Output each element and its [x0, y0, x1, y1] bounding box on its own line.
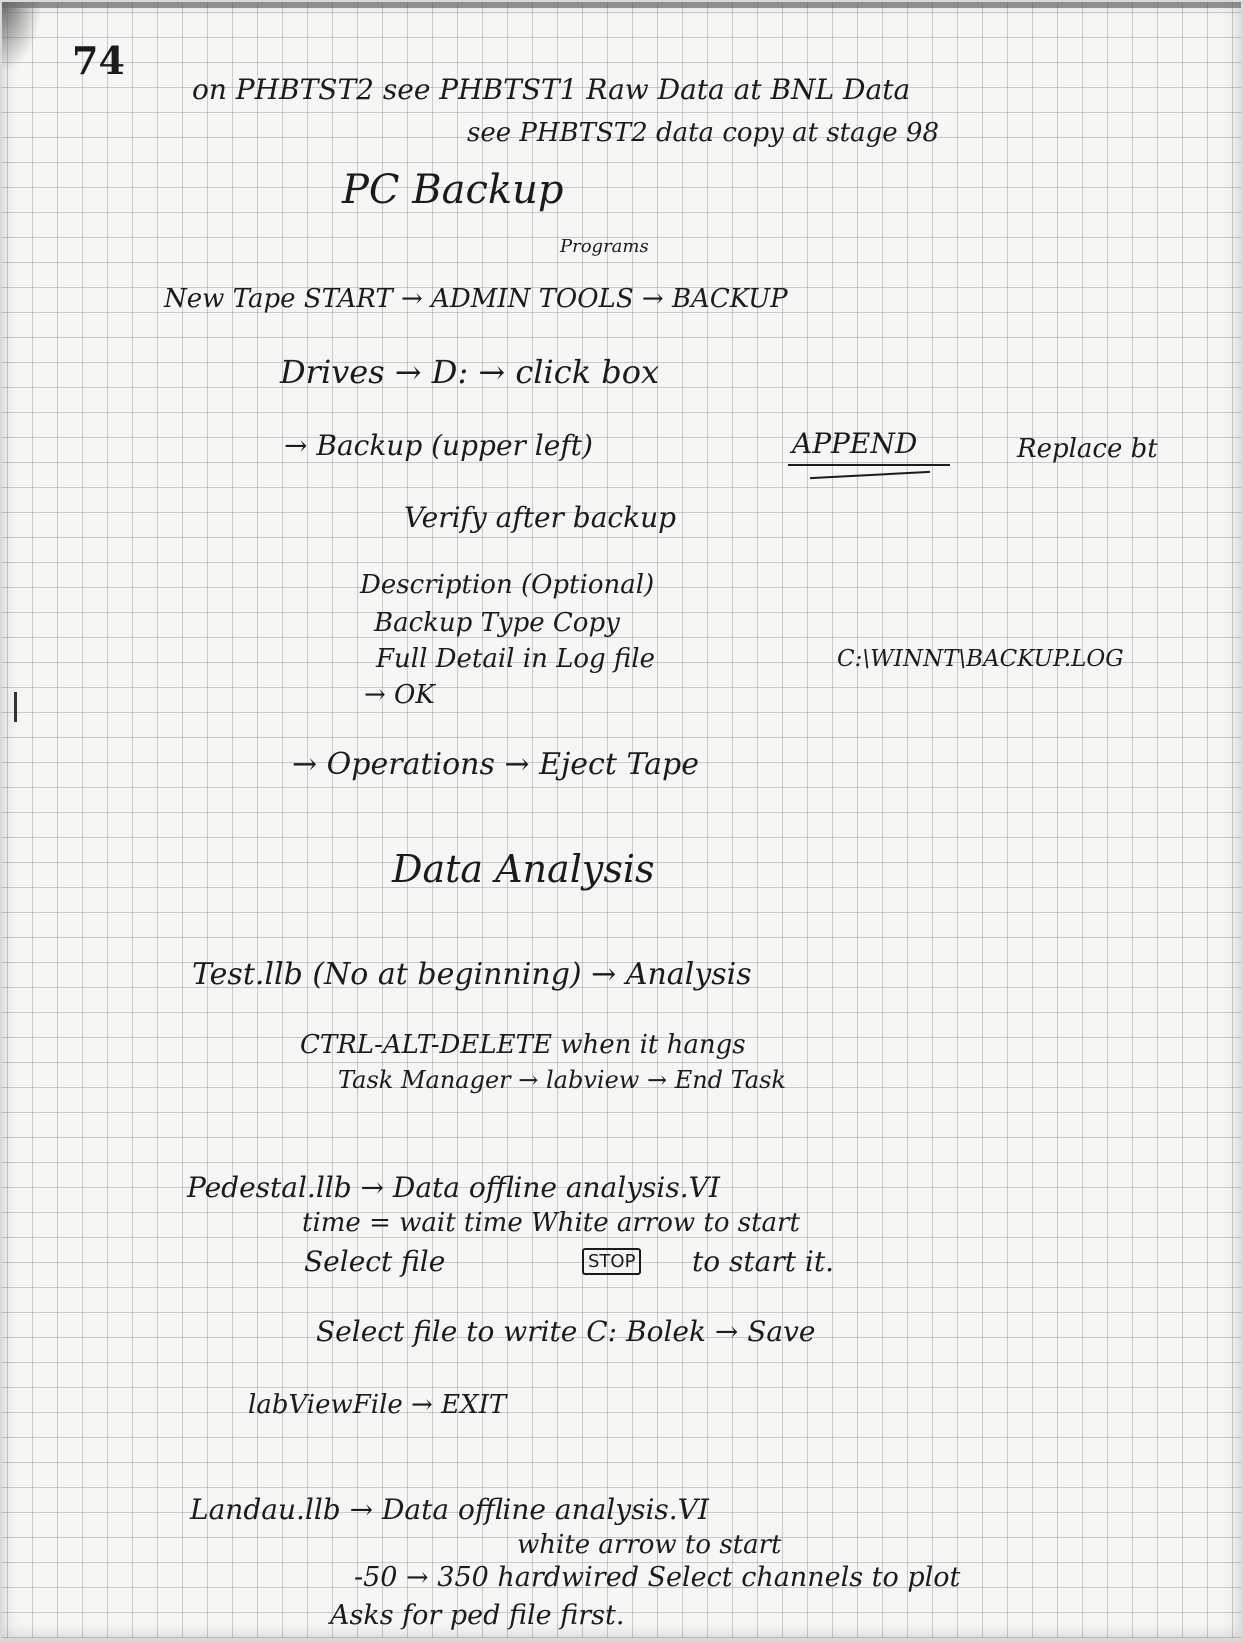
- note-line-backup-upper-left: → Backup (upper left): [284, 429, 593, 462]
- note-to-start-it: to start it.: [692, 1245, 834, 1278]
- append-underline-2: [810, 471, 930, 479]
- note-line-ped-file: Asks for ped file first.: [330, 1600, 625, 1631]
- note-line-labview-exit: labViewFile → EXIT: [248, 1390, 507, 1420]
- note-line-select-file: Select file: [304, 1245, 446, 1278]
- note-line-landau: Landau.llb → Data offline analysis.VI: [190, 1493, 709, 1526]
- note-line-phbtst2-raw: on PHBTST2 see PHBTST1 Raw Data at BNL Data: [192, 73, 911, 106]
- heading-data-analysis: Data Analysis: [392, 847, 655, 891]
- heading-pc-backup: PC Backup: [342, 167, 564, 213]
- note-line-ok: → OK: [364, 680, 435, 710]
- note-line-backup-type: Backup Type Copy: [374, 608, 620, 638]
- note-append: APPEND: [792, 427, 918, 460]
- scan-top-edge: [2, 2, 1241, 8]
- margin-mark: [14, 692, 17, 722]
- note-line-verify: Verify after backup: [404, 501, 677, 534]
- note-line-pedestal: Pedestal.llb → Data offline analysis.VI: [187, 1171, 720, 1204]
- note-line-white-arrow: white arrow to start: [517, 1530, 782, 1560]
- note-line-phbtst2-copy: see PHBTST2 data copy at stage 98: [467, 118, 940, 148]
- note-line-drives: Drives → D: → click box: [280, 353, 660, 391]
- note-line-hardwired: -50 → 350 hardwired Select channels to plot: [354, 1562, 961, 1593]
- stop-button-sketch: STOP: [582, 1248, 641, 1275]
- note-line-time-wait: time = wait time White arrow to start: [302, 1208, 800, 1238]
- notebook-page: [2, 2, 1241, 1638]
- note-line-new-tape: New Tape START → ADMIN TOOLS → BACKUP: [164, 284, 788, 314]
- append-underline: [788, 464, 950, 466]
- note-line-operations: → Operations → Eject Tape: [292, 747, 699, 782]
- note-line-full-detail: Full Detail in Log file: [376, 644, 655, 674]
- scan-corner-shadow: [2, 2, 42, 72]
- note-line-task-manager: Task Manager → labview → End Task: [338, 1066, 786, 1094]
- note-programs-insert: Programs: [560, 236, 649, 257]
- note-line-select-write: Select file to write C: Bolek → Save: [316, 1315, 816, 1348]
- note-log-path: C:\WINNT\BACKUP.LOG: [837, 646, 1124, 672]
- note-line-test-llb: Test.llb (No at beginning) → Analysis: [192, 957, 752, 992]
- note-replace: Replace bt: [1017, 434, 1158, 464]
- page-number: 74: [72, 38, 125, 83]
- note-line-ctrl-alt-delete: CTRL-ALT-DELETE when it hangs: [300, 1030, 746, 1060]
- note-line-description: Description (Optional): [360, 570, 655, 600]
